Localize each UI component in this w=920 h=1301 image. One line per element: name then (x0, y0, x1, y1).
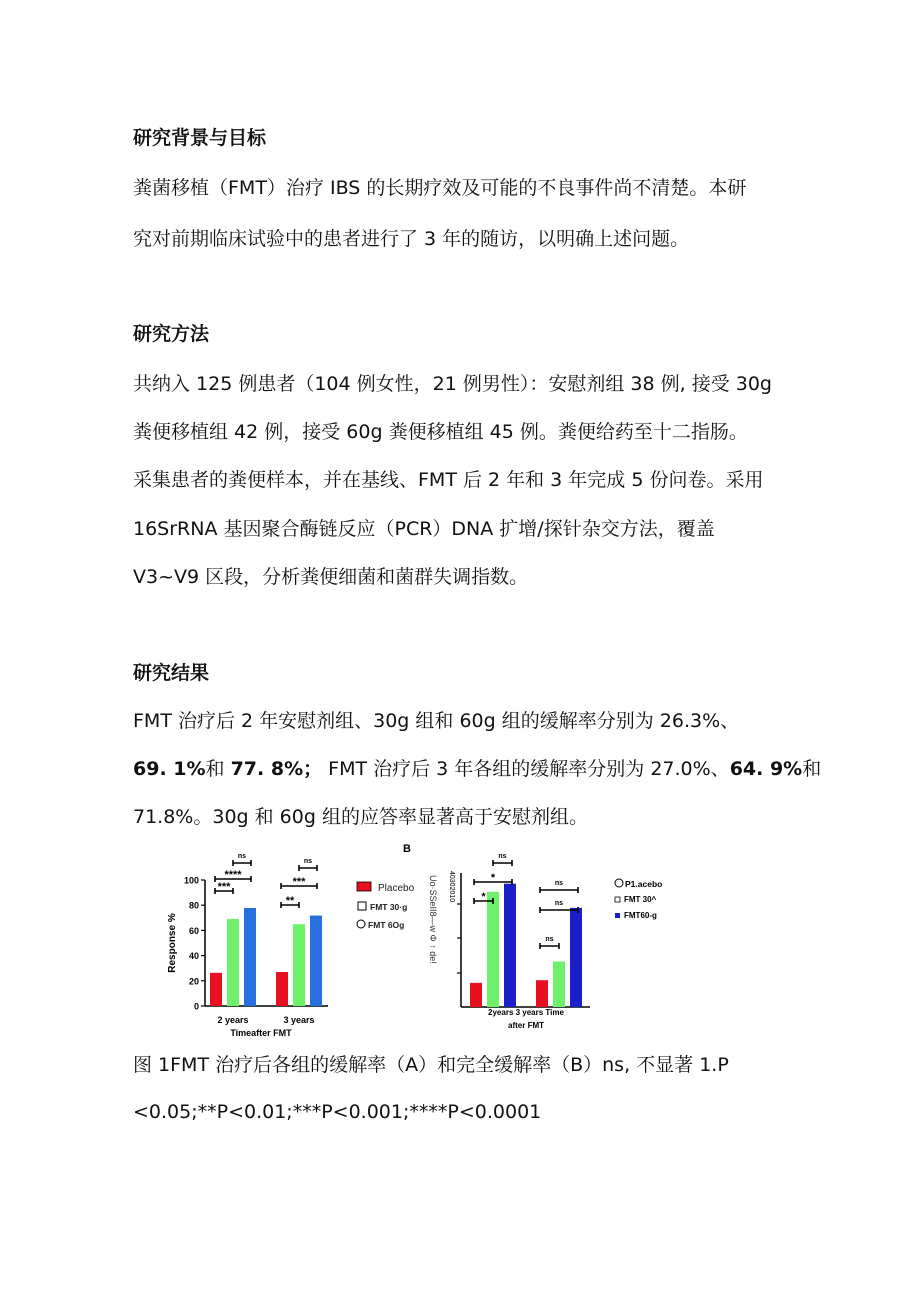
sig-2y-30-60-label: ns (237, 853, 247, 860)
sig-2y-placebo-60-label: **** (224, 869, 242, 881)
x-tick-label: 2 years (217, 1015, 249, 1025)
results-value-2y-30g: 69. 1% (133, 758, 206, 780)
bar-0-2 (244, 908, 256, 1006)
sig-3y-placebo-60-label: ns (554, 900, 564, 907)
section-heading-methods: 研究方法 (133, 323, 210, 345)
sig-2y-placebo-30-label: *** (217, 881, 231, 893)
bar-1-0 (536, 980, 548, 1007)
results-line-2 (133, 754, 821, 781)
y-tick-label: 60 (188, 925, 199, 936)
bar-0-1 (487, 892, 499, 1007)
background-line-1: 粪菌移植（FMT）治疗 IBS 的长期疗效及可能的不良事件尚不清楚。本研 (133, 177, 747, 199)
x-axis-label-2: after FMT (508, 1021, 544, 1030)
y-axis-label: Response % (167, 913, 178, 973)
legend-swatch-fmt30 (615, 897, 620, 902)
x-axis-label: Timeafter FMT (230, 1028, 292, 1038)
section-heading-background: 研究背景与目标 (133, 127, 267, 149)
legend-swatch-placebo (615, 879, 623, 887)
figure-caption-line-2: <0.05;**P<0.01;***P<0.001;****P<0.0001 (133, 1101, 542, 1123)
results-value-2y-60g: 77. 8%； (230, 758, 323, 780)
bar-0-0 (210, 973, 222, 1006)
results-text: 和 (205, 758, 231, 780)
y-tick-label: 100 (183, 875, 199, 886)
sig-2y-30-60-label: ns (498, 853, 507, 860)
y-tick-label: 20 (188, 976, 199, 987)
bar-0-2 (504, 884, 516, 1007)
legend-swatch-fmt60 (357, 920, 365, 928)
figure-1 (0, 835, 920, 1040)
y-top-label: 40302010 (448, 871, 455, 903)
legend-label-placebo: P1.acebo (625, 879, 663, 889)
sig-3y-placebo-60-label: *** (292, 876, 306, 888)
legend-swatch-fmt30 (358, 902, 366, 910)
legend-label-fmt60: FMT 6Og (368, 920, 405, 930)
bar-0-0 (470, 983, 482, 1007)
figure-caption-line-1: 图 1FMT 治疗后各组的缓解率（A）和完全缓解率（B）ns, 不显著 1.P (133, 1054, 729, 1076)
legend-label-placebo: Placebo (378, 883, 415, 894)
results-text: 和 (802, 758, 822, 780)
sig-3y-30-60-label: ns (303, 858, 313, 865)
panel-label-b: B (403, 843, 411, 855)
results-line-1: FMT 治疗后 2 年安慰剂组、30g 组和 60g 组的缓解率分别为 26.3%、 (133, 710, 740, 732)
methods-line-1: 共纳入 125 例患者（104 例女性，21 例男性）：安慰剂组 38 例, 接受 30g (133, 373, 772, 395)
sig-2y-placebo-60-label: * (490, 872, 496, 884)
legend-label-fmt30: FMT 30^ (624, 895, 657, 904)
legend-label-fmt60: FMT60-g (624, 911, 657, 920)
y-tick-label: 80 (188, 900, 199, 911)
results-value-3y-30g: 64. 9% (729, 758, 803, 780)
sig-2y-placebo-30-label: * (481, 891, 486, 903)
x-tick-label: 3 years (283, 1015, 315, 1025)
bar-1-2 (310, 916, 322, 1006)
bar-1-2 (570, 908, 582, 1007)
background-line-2: 究对前期临床试验中的患者进行了 3 年的随访，以明确上述问题。 (133, 228, 690, 250)
bar-1-1 (553, 961, 565, 1007)
methods-line-3: 采集患者的粪便样本，并在基线、FMT 后 2 年和 3 年完成 5 份问卷。采用 (133, 469, 764, 491)
legend-swatch-fmt60 (615, 913, 620, 918)
results-text: FMT 治疗后 3 年各组的缓解率分别为 27.0%、 (322, 758, 730, 780)
results-line-3: 71.8%。30g 和 60g 组的应答率显著高于安慰剂组。 (133, 806, 588, 828)
x-axis-label: 2years 3 years Time (488, 1008, 564, 1017)
bar-1-0 (276, 972, 288, 1006)
legend-label-fmt30: FMT 30·g (370, 902, 408, 912)
y-axis-label: Uo·SSeII8—w Φ ↑ de! (428, 875, 438, 964)
y-tick-label: 0 (193, 1001, 199, 1012)
y-tick-label: 40 (188, 951, 199, 962)
bar-0-1 (227, 919, 239, 1006)
sig-3y-placebo-30-label: ** (285, 895, 295, 907)
section-heading-results: 研究结果 (133, 662, 210, 684)
methods-line-2: 粪便移植组 42 例，接受 60g 粪便移植组 45 例。粪便给药至十二指肠。 (133, 421, 748, 443)
sig-3y-placebo-30-label: ns (545, 936, 554, 943)
sig-3y-30-60-label: ns (554, 880, 564, 887)
chart-a (167, 853, 415, 1038)
legend-swatch-placebo (357, 882, 371, 891)
bar-1-1 (293, 924, 305, 1006)
chart-b (403, 843, 662, 1030)
methods-line-4: 16SrRNA 基因聚合酶链反应（PCR）DNA 扩增/探针杂交方法，覆盖 (133, 518, 715, 540)
methods-line-5: V3~V9 区段，分析粪便细菌和菌群失调指数。 (133, 566, 529, 588)
